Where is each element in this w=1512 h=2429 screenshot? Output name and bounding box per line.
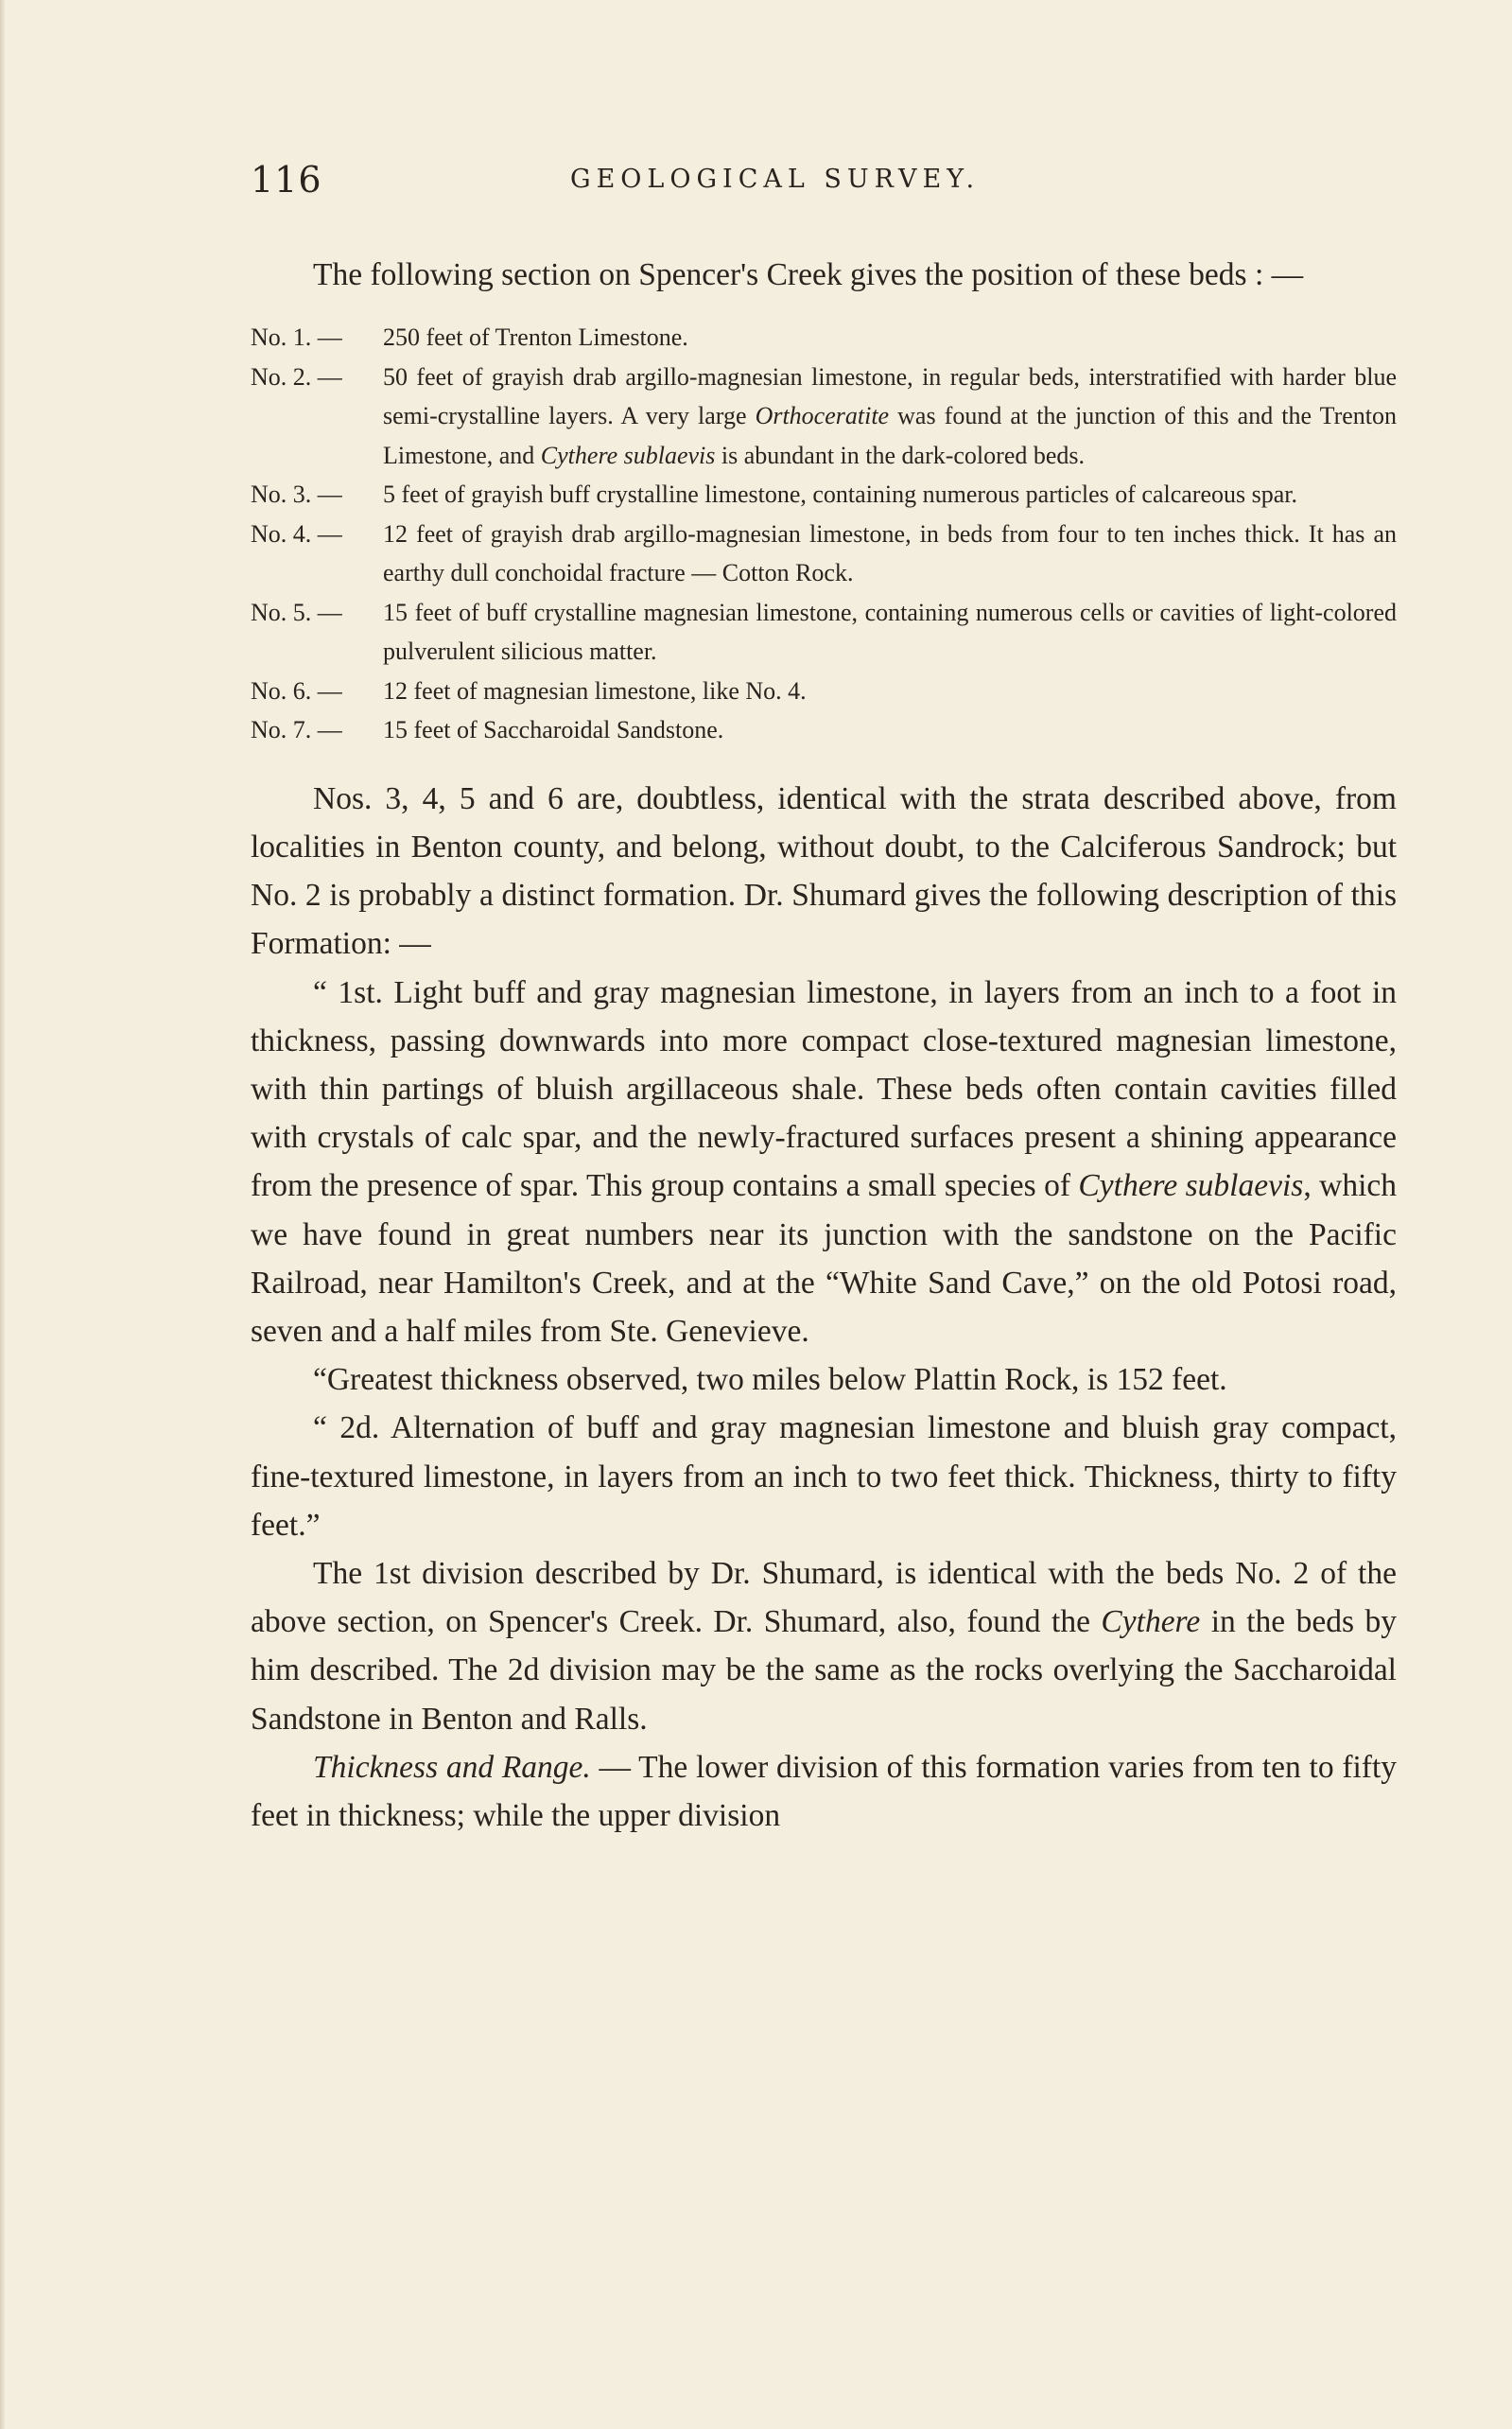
paragraph-part: in the beds by him described. The 2d division may be the same as the rocks overlying the Saccharoidal Sandstone in Benton and Ralls. — [251, 1604, 1398, 1737]
item-text: 15 feet of Saccharoidal Sandstone. — [383, 716, 724, 744]
item-text: 250 feet of Trenton Limestone. — [383, 323, 688, 352]
italic-term: Cythere sublaevis — [1078, 1168, 1304, 1204]
italic-term: Orthoceratite — [755, 402, 890, 430]
paragraph-greatest-thickness: “Greatest thickness observed, two miles below Plattin Rock, is 152 feet. — [313, 1362, 1227, 1398]
item-number: No. 7. — — [251, 716, 342, 744]
paragraph-part: — The lower division of this formation varies from ten to fifty feet in thickness; while the upper division — [251, 1749, 1397, 1833]
intro-paragraph: The following section on Spencer's Creek gives the position of these beds : — — [313, 257, 1304, 292]
running-head: GEOLOGICAL SURVEY. — [570, 165, 981, 194]
paragraph-part: , which we have found in great numbers near its junction with the sandstone on the Pacific Railroad, near Hamilton's Creek, and at the “White Sand Cave,” on the old Potosi road, seven and a half miles from Ste. Genevieve. — [251, 1168, 1397, 1349]
item-number: No. 3. — — [251, 481, 342, 509]
run-in-heading: Thickness and Range. — [313, 1749, 591, 1785]
paragraph-second-division: “ 2d. Alternation of buff and gray magnesian limestone and bluish gray compact, fine-textured limestone, in layers from an inch to two feet thick. Thickness, thirty to fifty feet.” — [251, 1410, 1397, 1543]
item-number: No. 6. — — [251, 676, 342, 705]
italic-term: Cythere sublaevis — [540, 441, 716, 469]
page-edge — [0, 0, 6, 2429]
item-text: 12 feet of magnesian limestone, like No. 4. — [383, 676, 807, 705]
item-number: No. 1. — — [251, 323, 342, 352]
page-number: 116 — [251, 159, 322, 201]
paragraph-comparison — [251, 1549, 1397, 1743]
item-number: No. 4. — — [251, 519, 342, 548]
section-item — [251, 515, 1397, 593]
section-item — [251, 318, 1397, 358]
paragraph-nos: Nos. 3, 4, 5 and 6 are, doubtless, identical with the strata described above, from localities in Benton county, and belong, without doubt, to the Calciferous Sandrock; but No. 2 is probably a distinct formation. Dr. Shumard gives the following description of this Formation: — — [251, 780, 1397, 962]
italic-term: Cythere — [1101, 1604, 1201, 1640]
section-item — [251, 475, 1397, 515]
paragraph-first-division — [251, 969, 1397, 1356]
item-text: 15 feet of buff crystalline magnesian limestone, containing numerous cells or cavities of light-colored pulverulent silicious matter. — [383, 598, 1397, 666]
item-text-part: was found at the junction of this and the Trenton Limestone, and — [383, 402, 1398, 469]
item-text-part: 50 feet of grayish drab argillo-magnesian limestone, in regular beds, interstratified with harder blue semi-crystalline layers. A very large — [383, 362, 1397, 430]
body-text — [251, 251, 1397, 1840]
paragraph-part: The 1st division described by Dr. Shumard, is identical with the beds No. 2 of the above section, on Spencer's Creek. Dr. Shumard, also, found the — [251, 1555, 1397, 1640]
section-item — [251, 710, 1397, 750]
item-number: No. 5. — — [251, 598, 342, 626]
page-header — [251, 159, 1395, 216]
item-text — [383, 358, 1397, 476]
paragraph-part: “ 1st. Light buff and gray magnesian limestone, in layers from an inch to a foot in thickness, passing downwards into more compact close-textured magnesian limestone, with thin partings of bluish argillaceous shale. These beds often contain cavities filled with crystals of calc spar, and the newly-fractured surfaces present a shining appearance from the presence of spar. This group contains a small species of — [251, 974, 1397, 1204]
item-text: 5 feet of grayish buff crystalline limestone, containing numerous particles of calcareous spar. — [383, 481, 1297, 509]
section-item — [251, 358, 1397, 476]
paragraph-thickness-range — [251, 1743, 1397, 1840]
section-item — [251, 672, 1397, 711]
section-list — [251, 318, 1397, 750]
section-item — [251, 593, 1397, 672]
item-text-part: is abundant in the dark-colored beds. — [715, 441, 1086, 469]
item-number: No. 2. — — [251, 362, 342, 391]
item-text: 12 feet of grayish drab argillo-magnesian limestone, in beds from four to ten inches thick. It has an earthy dull conchoidal fracture — Cotton Rock. — [383, 519, 1397, 587]
